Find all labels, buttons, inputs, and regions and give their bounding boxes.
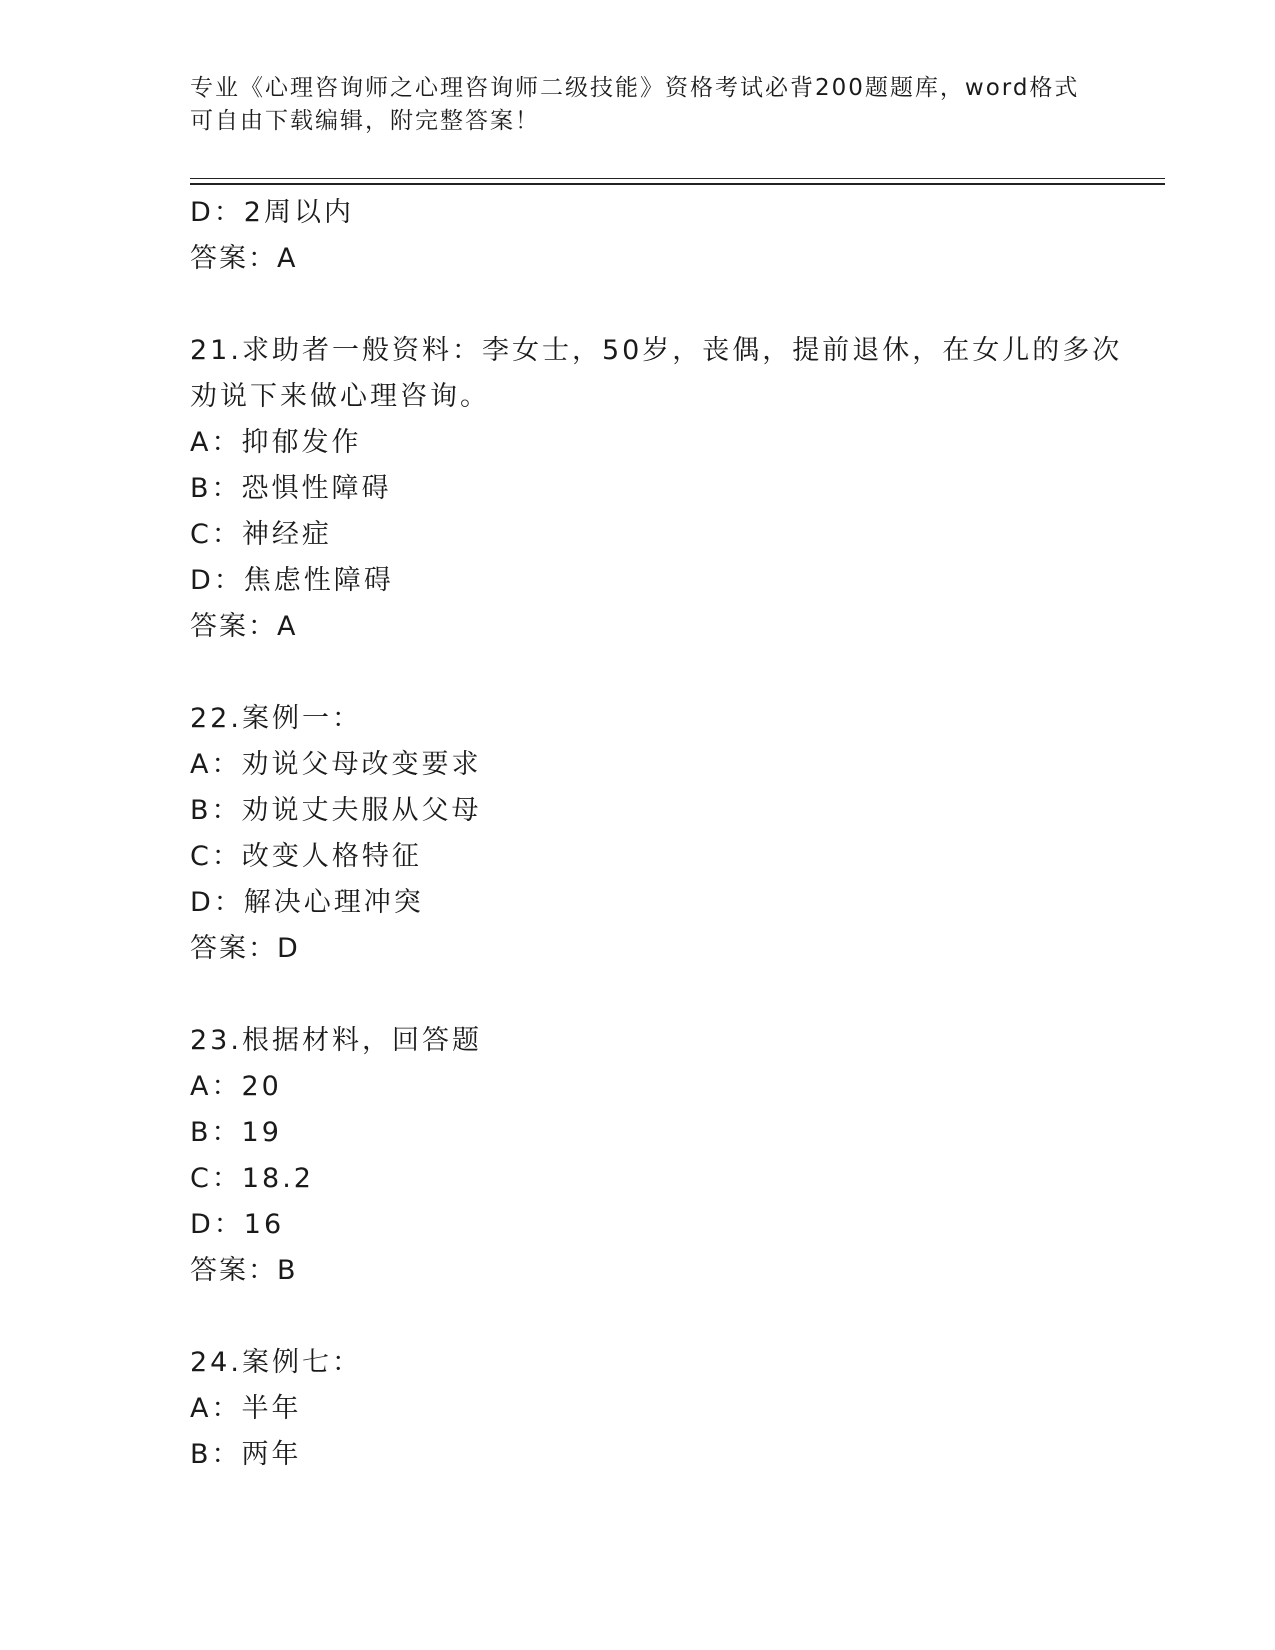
option-d: D：解决心理冲突 xyxy=(190,887,424,918)
question-22 xyxy=(190,696,1130,972)
question-stem: 23.根据材料，回答题 xyxy=(190,1025,482,1056)
spacer xyxy=(190,972,1130,1018)
option-c: C：神经症 xyxy=(190,519,332,550)
question-20-fragment xyxy=(190,190,1130,282)
header-divider-thin xyxy=(190,178,1165,179)
option-c: C：18.2 xyxy=(190,1163,314,1194)
option-a: A：劝说父母改变要求 xyxy=(190,749,482,780)
question-23 xyxy=(190,1018,1130,1294)
spacer xyxy=(190,1294,1130,1340)
question-24 xyxy=(190,1340,1130,1478)
question-stem: 22.案例一： xyxy=(190,703,362,734)
option-a: A：抑郁发作 xyxy=(190,427,362,458)
header-title-line-2: 可自由下载编辑，附完整答案！ xyxy=(190,108,540,134)
question-list xyxy=(190,190,1130,1478)
question-stem-continued: 劝说下来做心理咨询。 xyxy=(190,381,490,412)
document-header xyxy=(190,72,1090,138)
option-d: D：2周以内 xyxy=(190,197,354,228)
question-stem: 24.案例七： xyxy=(190,1347,362,1378)
option-d: D：焦虑性障碍 xyxy=(190,565,394,596)
question-21 xyxy=(190,328,1130,650)
option-b: B：恐惧性障碍 xyxy=(190,473,392,504)
answer-line: 答案：A xyxy=(190,243,298,274)
option-b: B：19 xyxy=(190,1117,282,1148)
option-c: C：改变人格特征 xyxy=(190,841,422,872)
header-divider-thick xyxy=(190,183,1165,185)
option-b: B：两年 xyxy=(190,1439,302,1470)
option-a: A：20 xyxy=(190,1071,282,1102)
option-b: B：劝说丈夫服从父母 xyxy=(190,795,482,826)
spacer xyxy=(190,282,1130,328)
header-title-line-1: 专业《心理咨询师之心理咨询师二级技能》资格考试必背200题题库，word格式 xyxy=(190,75,1080,101)
spacer xyxy=(190,650,1130,696)
answer-line: 答案：D xyxy=(190,933,300,964)
answer-line: 答案：B xyxy=(190,1255,298,1286)
option-d: D：16 xyxy=(190,1209,285,1240)
answer-line: 答案：A xyxy=(190,611,298,642)
question-stem: 21.求助者一般资料：李女士，50岁，丧偶，提前退休，在女儿的多次 xyxy=(190,335,1123,366)
option-a: A：半年 xyxy=(190,1393,302,1424)
